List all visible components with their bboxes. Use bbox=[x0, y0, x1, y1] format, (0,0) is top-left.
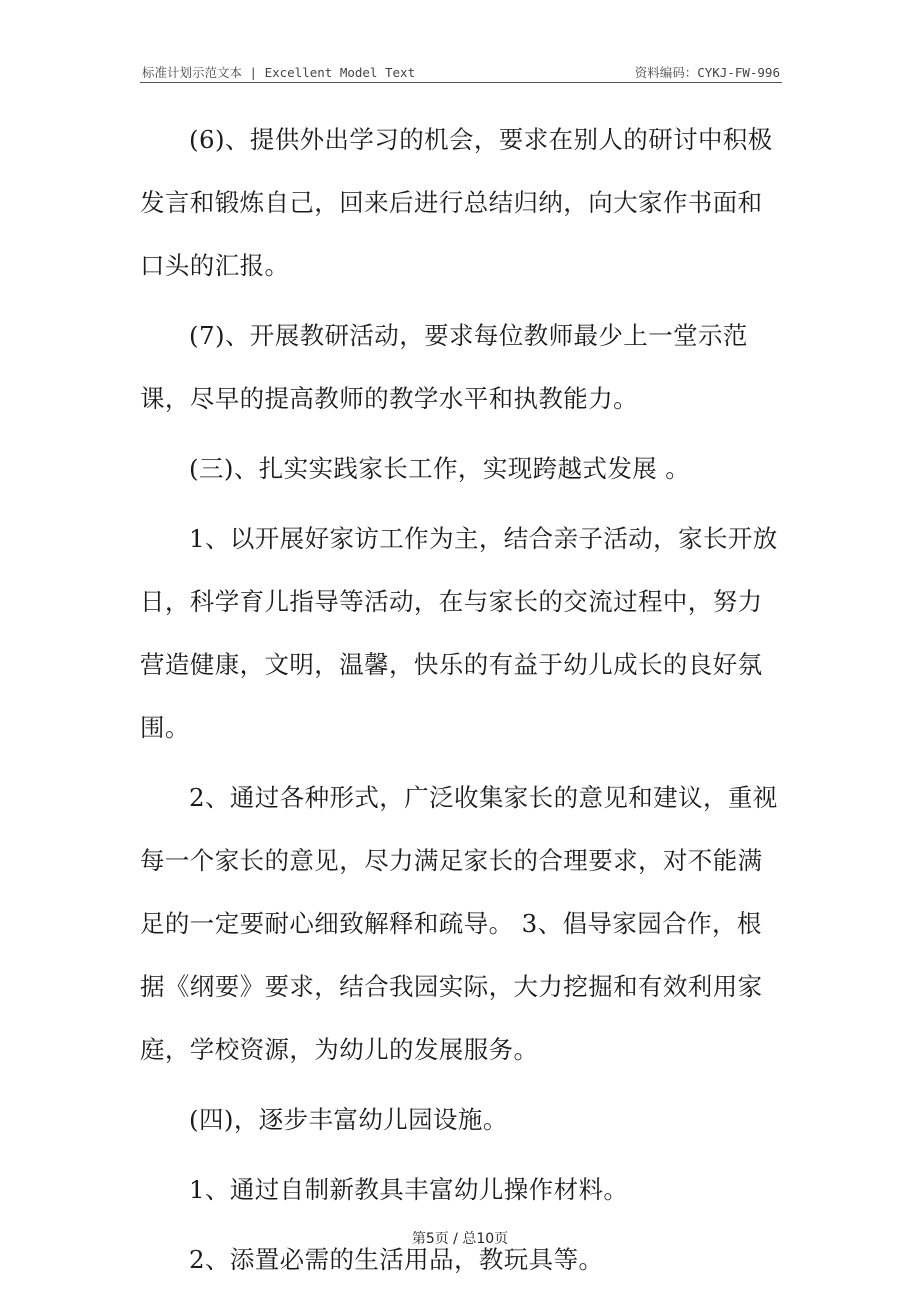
paragraph: 1、以开展好家访工作为主，结合亲子活动，家长开放日，科学育儿指导等活动，在与家长的交流过程中，努力营造健康，文明，温馨，快乐的有益于幼儿成长的良好氛围。 bbox=[140, 524, 778, 742]
paragraph: (6)、提供外出学习的机会，要求在别人的研讨中积极发言和锻炼自己，回来后进行总结归纳，向大家作书面和口头的汇报。 bbox=[140, 125, 773, 280]
paragraph: 2、通过各种形式，广泛收集家长的意见和建议，重视每一个家长的意见，尽力满足家长的合理要求，对不能满足的一定要耐心细致解释和疏导。 3、倡导家园合作，根据《纲要》要求，结合我园实际，大力挖掘和有效利用家庭，学校资源，为幼儿的发展服务。 bbox=[140, 783, 778, 1064]
section-heading: (三)、扎实实践家长工作，实现跨越式发展 。 bbox=[189, 454, 691, 483]
header-title: 标准计划示范文本 | Excellent Model Text bbox=[142, 65, 416, 80]
document-body bbox=[140, 108, 785, 1298]
paragraph: 2、添置必需的生活用品，教玩具等。 bbox=[189, 1245, 604, 1274]
page-header bbox=[140, 60, 782, 83]
paragraph: (7)、开展教研活动，要求每位教师最少上一堂示范课，尽早的提高教师的教学水平和执教能力。 bbox=[140, 321, 748, 413]
page-number: 第5页 / 总10页 bbox=[411, 1231, 509, 1247]
paragraph: 1、通过自制新教具丰富幼儿操作材料。 bbox=[189, 1175, 629, 1204]
section-heading: (四)，逐步丰富幼儿园设施。 bbox=[189, 1105, 508, 1134]
document-code: 资料编码：CYKJ-FW-996 bbox=[634, 65, 780, 80]
